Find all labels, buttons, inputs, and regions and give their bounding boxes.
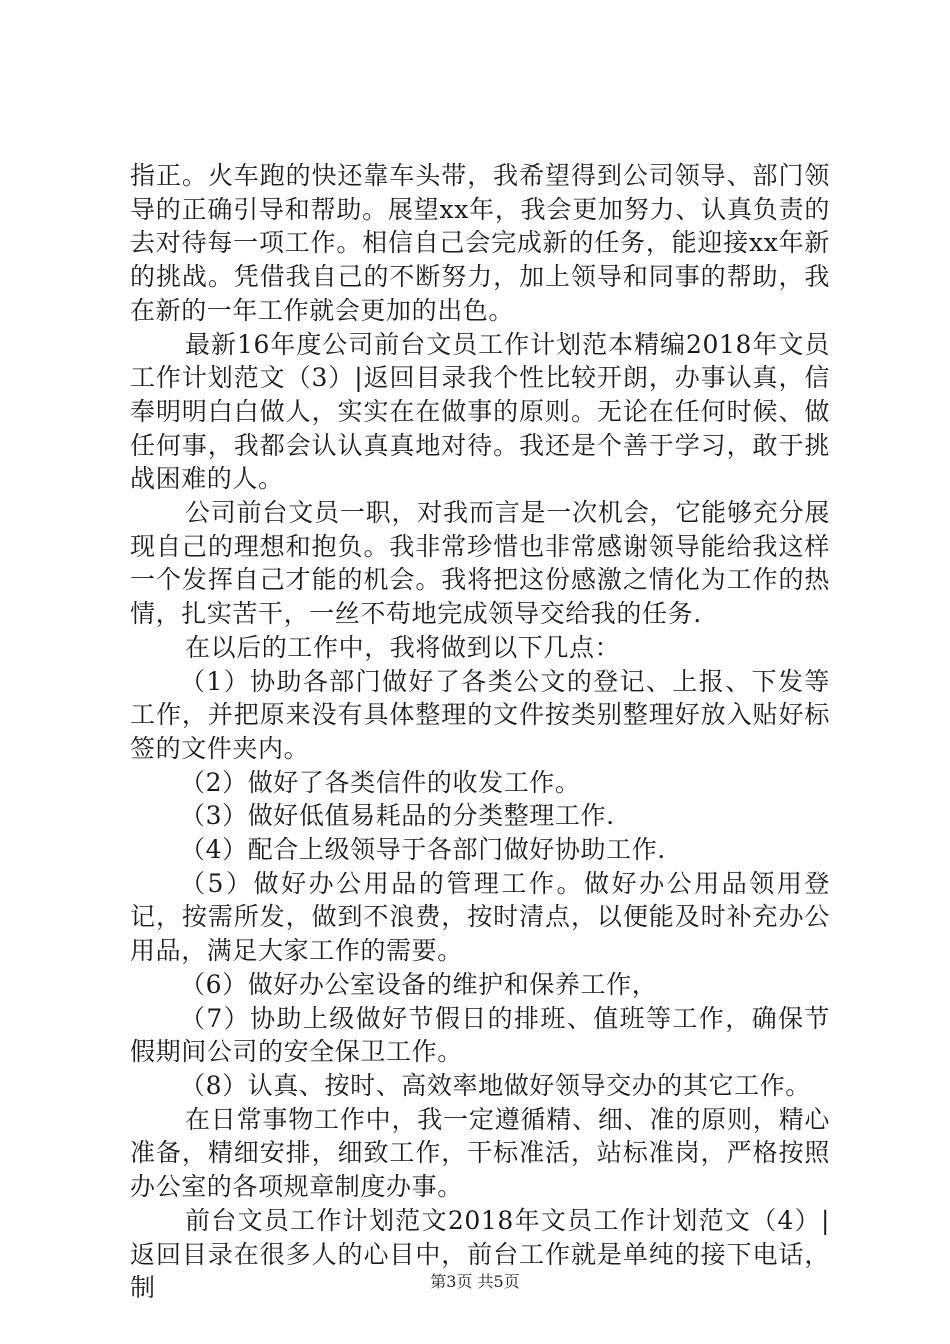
document-body <box>130 159 830 1305</box>
paragraph-list-intro: 在以后的工作中，我将做到以下几点： <box>185 632 621 662</box>
list-item-7: （7）协助上级做好节假日的排班、值班等工作，确保节假期间公司的安全保卫工作。 <box>130 1003 830 1067</box>
list-item-4: （4）配合上级领导于各部门做好协助工作. <box>180 835 666 865</box>
list-item-1: （1）协助各部门做好了各类公文的登记、上报、下发等工作，并把原来没有具体整理的文件按类别整理好放入贴好标签的文件夹内。 <box>130 666 830 763</box>
list-item-5: （5）做好办公用品的管理工作。做好办公用品领用登记，按需所发，做到不浪费，按时清点，以便能及时补充办公用品，满足大家工作的需要。 <box>130 868 830 966</box>
page-number-footer: 第3页 共5页 <box>430 1272 520 1291</box>
paragraph-daily-work: 在日常事物工作中，我一定遵循精、细、准的原则，精心准备，精细安排，细致工作，干标准活，站标准岗，严格按照办公室的各项规章制度办事。 <box>130 1104 830 1202</box>
list-item-6: （6）做好办公室设备的维护和保养工作， <box>180 969 658 999</box>
paragraph-section-3-intro: 最新16年度公司前台文员工作计划范本精编2018年文员工作计划范文（3）|返回目录我个性比较开朗，办事认真，信奉明明白白做人，实实在在做事的原则。无论在任何时候、做任何事，我都会认认真真地对待。我还是个善于学习，敢于挑战困难的人。 <box>130 329 830 494</box>
list-item-2: （2）做好了各类信件的收发工作。 <box>180 767 581 797</box>
list-item-3: （3）做好低值易耗品的分类整理工作. <box>180 801 615 831</box>
list-item-8: （8）认真、按时、高效率地做好领导交办的其它工作。 <box>180 1070 811 1100</box>
paragraph-continuation: 指正。火车跑的快还靠车头带，我希望得到公司领导、部门领导的正确引导和帮助。展望xx年，我会更加努力、认真负责的去对待每一项工作。相信自己会完成新的任务，能迎接xx年新的挑战。凭借我自己的不断努力，加上领导和同事的帮助，我在新的一年工作就会更加的出色。 <box>130 161 830 325</box>
paragraph-opportunity: 公司前台文员一职，对我而言是一次机会，它能够充分展现自己的理想和抱负。我非常珍惜也非常感谢领导能给我这样一个发挥自己才能的机会。我将把这份感激之情化为工作的热情，扎实苦干，一丝不苟地完成领导交给我的任务. <box>130 498 830 629</box>
paragraph-section-4-intro: 前台文员工作计划范文2018年文员工作计划范文（4）|返回目录在很多人的心目中，前台工作就是单纯的接下电话，制 <box>130 1205 830 1303</box>
